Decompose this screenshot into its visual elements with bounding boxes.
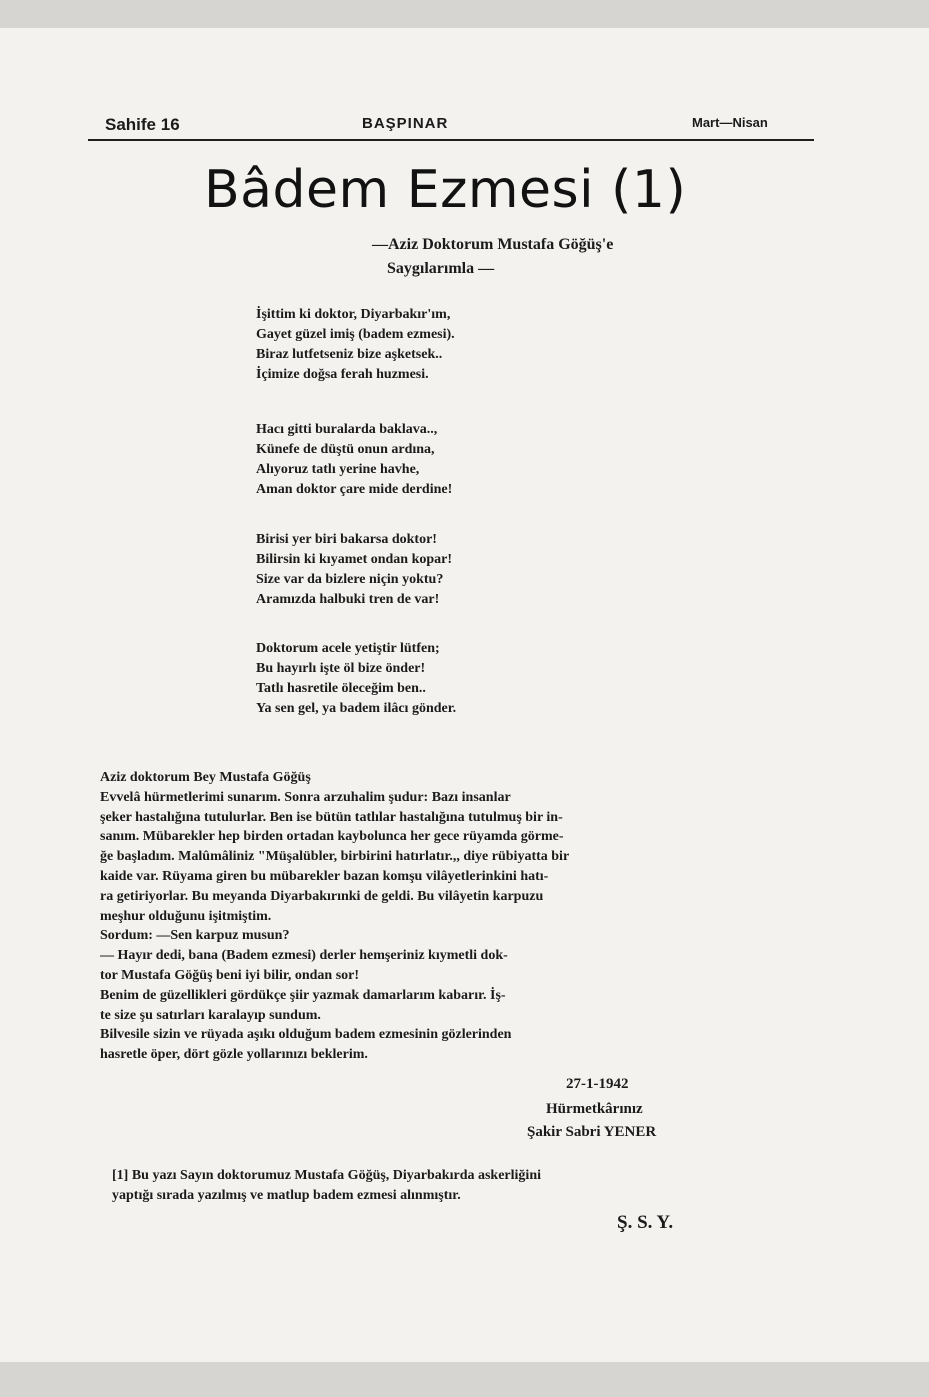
letter-line: meşhur olduğunu işitmiştim. (100, 908, 272, 924)
dedication-line: Saygılarımla — (387, 260, 495, 277)
letter-line: hasretle öper, dört gözle yollarınızı beklerim. (100, 1047, 368, 1063)
poem-line: İşittim ki doktor, Diyarbakır'ım, (256, 307, 451, 322)
header-rule (88, 139, 814, 141)
footnote-line: yaptığı sırada yazılmış ve matlup badem ezmesi alınmıştır. (112, 1188, 461, 1203)
letter-line: Sordum: —Sen karpuz musun? (100, 928, 290, 944)
letter-salutation: Aziz doktorum Bey Mustafa Göğüş (100, 770, 311, 785)
poem-line: Gayet güzel imiş (badem ezmesi). (256, 327, 455, 342)
letter-line: Benim de güzellikleri gördükçe şiir yazmak damarlarım kabarır. İş- (100, 987, 506, 1003)
letter-line: sanım. Mübarekler hep birden ortadan kaybolunca her gece rüyamda görme- (100, 829, 564, 845)
poem-line: Biraz lutfetseniz bize aşketsek.. (256, 347, 443, 362)
page-number-label: Sahife 16 (105, 115, 180, 134)
poem-stanza (256, 420, 452, 500)
poem-line: Hacı gitti buralarda baklava.., (256, 422, 438, 437)
poem-stanza (256, 305, 455, 385)
issue-date: Mart—Nisan (692, 115, 768, 130)
poem-line: Aman doktor çare mide derdine! (256, 482, 453, 497)
dedication-line: —Aziz Doktorum Mustafa Göğüş'e (372, 236, 614, 253)
poem-line: Birisi yer biri bakarsa doktor! (256, 532, 437, 547)
poem-line: Bilirsin ki kıyamet ondan kopar! (256, 552, 453, 567)
poem-stanza (256, 639, 456, 719)
signature-name: Şakir Sabri YENER (527, 1124, 657, 1140)
letter-line: te size şu satırları karalayıp sundum. (100, 1007, 321, 1023)
article-title: Bâdem Ezmesi (1) (204, 160, 687, 220)
letter-line: Bilvesile sizin ve rüyada aşıkı olduğum badem ezmesinin gözlerinden (100, 1027, 512, 1043)
poem-stanza (256, 530, 452, 610)
letter-line: kaide var. Rüyama giren bu mübarekler bazan komşu vilâyetlerinkini hatı- (100, 868, 549, 884)
footnote (112, 1166, 812, 1206)
signoff-label: Hürmetkârınız (546, 1101, 643, 1117)
poem-line: Size var da bizlere niçin yoktu? (256, 572, 444, 587)
footnote-line: [1] Bu yazı Sayın doktorumuz Mustafa Göğüş, Diyarbakırda askerliğini (112, 1168, 541, 1183)
letter-line: Evvelâ hürmetlerimi sunarım. Sonra arzuhalim şudur: Bazı insanlar (100, 789, 511, 805)
poem-line: Doktorum acele yetiştir lütfen; (256, 641, 440, 656)
letter-line: — Hayır dedi, bana (Badem ezmesi) derler hemşeriniz kıymetli dok- (100, 948, 508, 964)
poem-line: Bu hayırlı işte öl bize önder! (256, 661, 426, 676)
magazine-name: BAŞPINAR (362, 115, 449, 132)
letter-line: ğe başladım. Malûmâliniz "Müşalübler, birbirini hatırlatır.,, diye rübiyatta bir (100, 849, 570, 865)
dedication (372, 233, 613, 281)
letter-date: 27-1-1942 (566, 1076, 629, 1092)
poem-line: Tatlı hasretile öleceğim ben.. (256, 681, 426, 696)
letter-body (100, 768, 810, 1065)
letter-line: tor Mustafa Göğüş beni iyi bilir, ondan sor! (100, 967, 360, 983)
poem-line: Alıyoruz tatlı yerine havhe, (256, 462, 420, 477)
poem-line: Aramızda halbuki tren de var! (256, 592, 440, 607)
scan-edge-top (0, 0, 929, 28)
letter-line: ra getiriyorlar. Bu meyanda Diyarbakırınki de geldi. Bu vilâyetin karpuzu (100, 888, 544, 904)
footnote-initials: Ş. S. Y. (617, 1212, 674, 1233)
poem-line: Künefe de düştü onun ardına, (256, 442, 435, 457)
scan-edge-bottom (0, 1362, 929, 1397)
poem-line: Ya sen gel, ya badem ilâcı gönder. (256, 701, 457, 716)
letter-line: şeker hastalığına tutulurlar. Ben ise bütün tatlılar hastalığına tutulmuş bir in- (100, 809, 563, 825)
poem-line: İçimize doğsa ferah huzmesi. (256, 367, 429, 382)
